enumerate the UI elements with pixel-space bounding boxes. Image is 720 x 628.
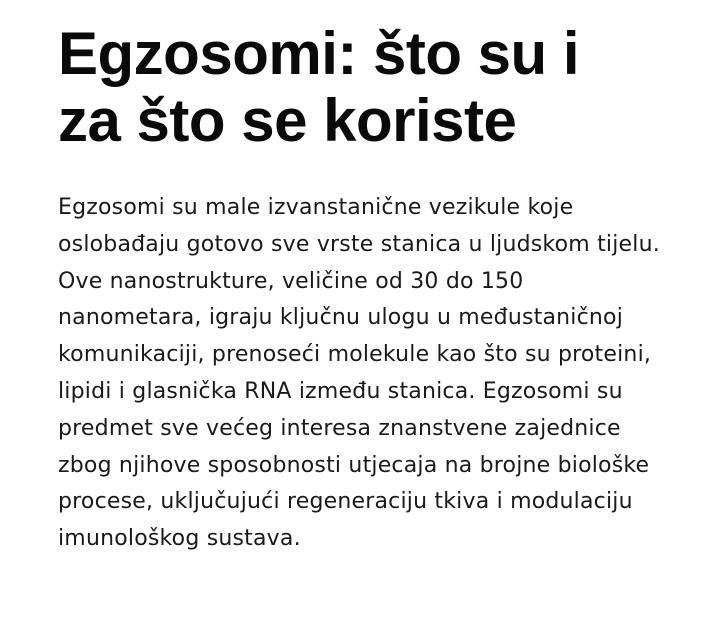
article bbox=[58, 0, 668, 558]
article-title: Egzosomi: što su i za što se koriste bbox=[58, 20, 580, 154]
article-body: Egzosomi su male izvanstanične vezikule koje oslobađaju gotovo sve vrste stanica u ljudskom tijelu. Ove nanostrukture, veličine od 30 do 150 nanometara, igraju ključnu ulogu u međustaničnoj komunikaciji, prenoseći molekule kao što su proteini, lipidi i glasnička RNA između stanica. Egzosomi su predmet sve većeg interesa znanstvene zajednice zbog njihove sposobnosti utjecaja na brojne biološke procese, uključujući regeneraciju tkiva i modulaciju imunološkog sustava. bbox=[58, 195, 660, 552]
